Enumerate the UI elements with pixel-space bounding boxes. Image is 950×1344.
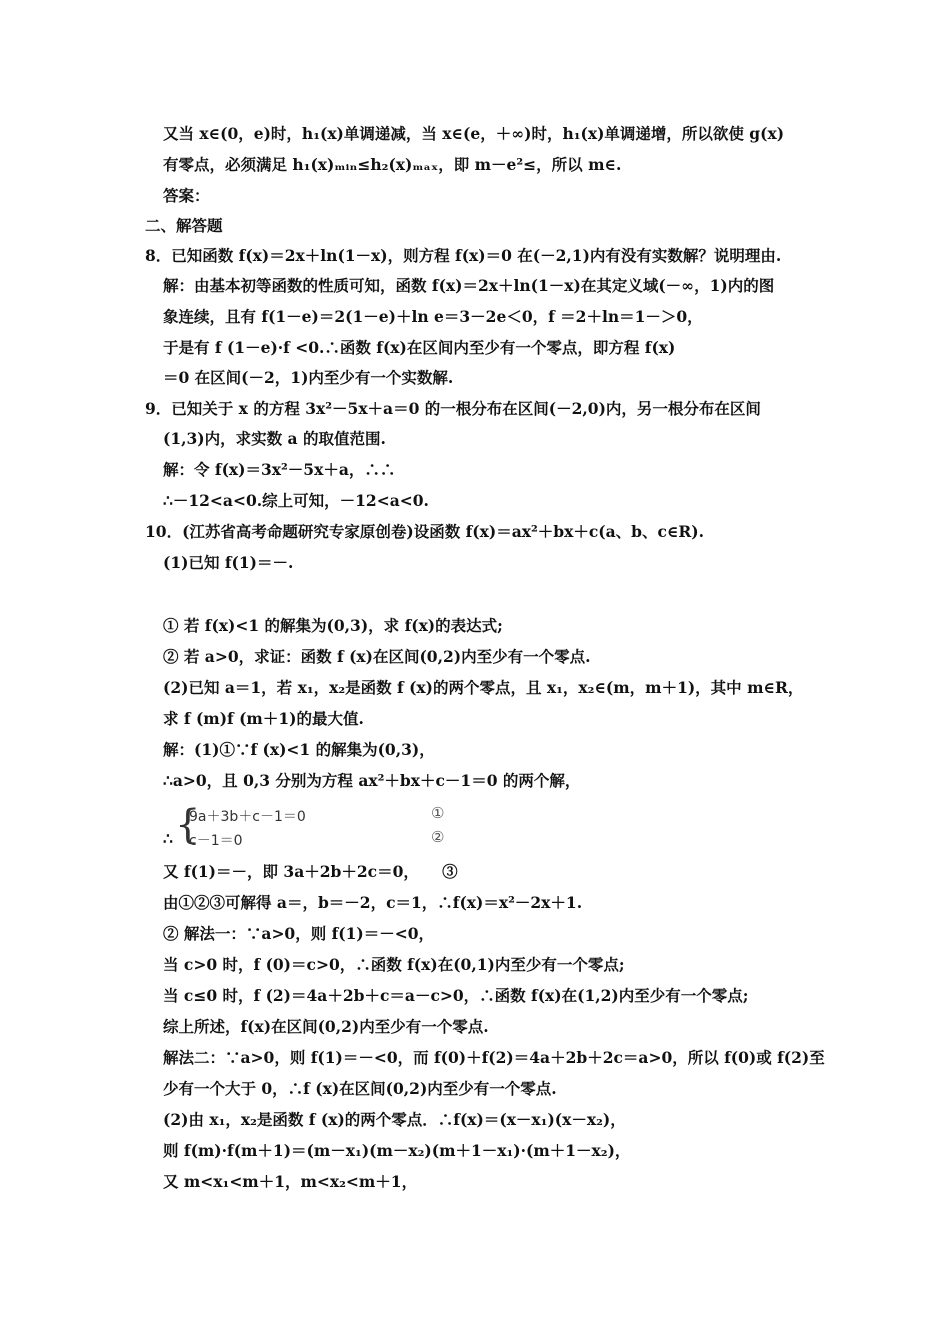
- text-line: 又 f(1)＝－，即 3a＋2b＋2c＝0， ③: [163, 862, 458, 881]
- text-line: (1,3)内，求实数 a 的取值范围.: [163, 429, 386, 448]
- text-line: 求 f (m)f (m＋1)的最大值.: [163, 709, 364, 728]
- text-line: ∴a>0，且 0,3 分别为方程 ax²＋bx＋c－1＝0 的两个解，: [163, 771, 581, 790]
- text-line: 当 c≤0 时，f (2)＝4a＋2b＋c＝a－c>0，∴函数 f(x)在(1,2)内至少有一个零点;: [163, 986, 749, 1005]
- text-line: ① 若 f(x)<1 的解集为(0,3)，求 f(x)的表达式;: [163, 616, 503, 635]
- text-line: 又 m<x₁<m＋1，m<x₂<m＋1，: [163, 1172, 418, 1191]
- problem-9-statement: 9．已知关于 x 的方程 3x²－5x＋a＝0 的一根分布在区间(－2,0)内，另一根分布在区间: [145, 399, 761, 418]
- text-line: ∴－12<a<0.综上可知，－12<a<0.: [163, 491, 429, 510]
- text-line: (1)已知 f(1)＝－.: [163, 553, 294, 572]
- text-line: 象连续，且有 f(1－e)＝2(1－e)＋ln e＝3－2e＜0，f ＝2＋ln＝1－＞0，: [163, 307, 703, 326]
- text-line: 解：(1)①∵f (x)<1 的解集为(0,3)，: [163, 740, 435, 759]
- text-line: ② 解法一：∵a>0，则 f(1)＝－<0，: [163, 924, 435, 943]
- text-line: 解：由基本初等函数的性质可知，函数 f(x)＝2x＋ln(1－x)在其定义域(－∞，1)内的图: [163, 276, 775, 295]
- text-line: 则 f(m)·f(m＋1)＝(m－x₁)(m－x₂)(m＋1－x₁)·(m＋1－x₂)，: [163, 1141, 631, 1160]
- equation-mark-1: ①: [431, 804, 445, 822]
- equation-2: c－1＝0: [189, 833, 243, 849]
- text-line: 解：令 f(x)＝3x²－5x＋a，∴∴: [163, 460, 396, 479]
- brace: {: [175, 802, 201, 848]
- text-line: 少有一个大于 0，∴f (x)在区间(0,2)内至少有一个零点.: [163, 1079, 557, 1098]
- therefore-symbol: ∴: [163, 829, 173, 848]
- problem-8-statement: 8．已知函数 f(x)＝2x＋ln(1－x)，则方程 f(x)＝0 在(－2,1)内有没有实数解？说明理由.: [145, 246, 782, 265]
- text-line: (2)由 x₁，x₂是函数 f (x)的两个零点．∴f(x)＝(x－x₁)(x－x₂)，: [163, 1110, 626, 1129]
- text-line: ＝0 在区间(－2，1)内至少有一个实数解.: [163, 368, 454, 387]
- text-line: 有零点，必须满足 h₁(x)ₘᵢₙ≤h₂(x)ₘₐₓ，即 m－e²≤，所以 m∈.: [163, 155, 622, 174]
- section-heading: 二、解答题: [145, 216, 223, 235]
- text-line: 综上所述，f(x)在区间(0,2)内至少有一个零点.: [163, 1017, 489, 1036]
- equation-system: [163, 803, 463, 851]
- text-line: 解法二：∵a>0，则 f(1)＝－<0，而 f(0)＋f(2)＝4a＋2b＋2c＝a>0，所以 f(0)或 f(2)至: [163, 1048, 825, 1067]
- equation-1: 9a＋3b＋c－1＝0: [189, 809, 306, 825]
- text-line: 由①②③可解得 a＝，b＝－2，c＝1，∴f(x)＝x²－2x＋1.: [163, 893, 583, 912]
- equation-mark-2: ②: [431, 828, 445, 846]
- problem-10-statement: 10．(江苏省高考命题研究专家原创卷)设函数 f(x)＝ax²＋bx＋c(a、b、c∈R).: [145, 522, 705, 541]
- text-line: (2)已知 a＝1，若 x₁，x₂是函数 f (x)的两个零点，且 x₁，x₂∈(m，m＋1)，其中 m∈R，: [163, 678, 804, 697]
- text-line: ② 若 a>0，求证：函数 f (x)在区间(0,2)内至少有一个零点.: [163, 647, 591, 666]
- answer-label: 答案：: [163, 186, 210, 205]
- text-line: 又当 x∈(0，e)时，h₁(x)单调递减，当 x∈(e，＋∞)时，h₁(x)单调递增，所以欲使 g(x): [163, 124, 785, 143]
- text-line: 于是有 f (1－e)·f <0.∴函数 f(x)在区间内至少有一个零点，即方程 f(x): [163, 338, 676, 357]
- text-line: 当 c>0 时，f (0)＝c>0，∴函数 f(x)在(0,1)内至少有一个零点;: [163, 955, 625, 974]
